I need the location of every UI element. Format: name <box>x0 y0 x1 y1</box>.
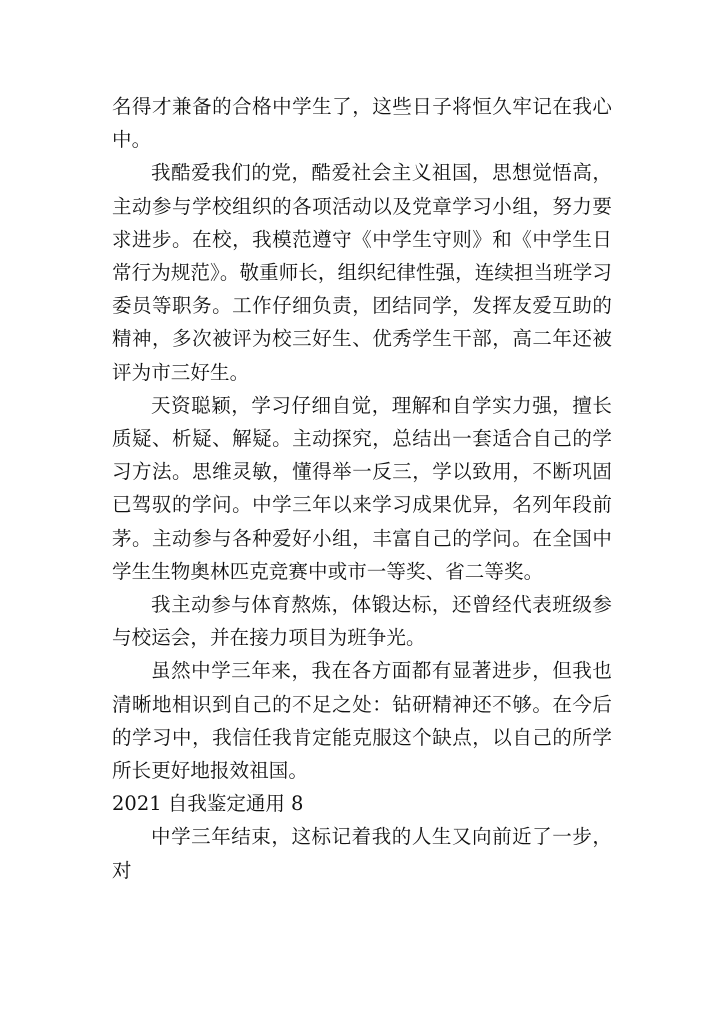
paragraph-intro: 中学三年结束，这标记着我的人生又向前近了一步，对 <box>112 825 612 882</box>
paragraph-study: 天资聪颖，学习仔细自觉，理解和自学实力强，擅长质疑、析疑、解疑。主动探究，总结出一套适合自己的学习方法。思维灵敏，懂得举一反三，学以致用，不断巩固已驾驭的学问。中学三年以来学习成果优异，名列年段前茅。主动参与各种爱好小组，丰富自己的学问。在全国中学生生物奥林匹克竞赛中或市一等奖、省二等奖。 <box>112 393 612 583</box>
paragraph-shortcoming: 虽然中学三年来，我在各方面都有显著进步，但我也清晰地相识到自己的不足之处：钻研精神还不够。在今后的学习中，我信任我肯定能克服这个缺点，以自己的所学所长更好地报效祖国。 <box>112 659 612 783</box>
paragraph-party: 我酷爱我们的党，酷爱社会主义祖国，思想觉悟高，主动参与学校组织的各项活动以及党章学习小组，努力要求进步。在校，我模范遵守《中学生守则》和《中学生日常行为规范》。敬重师长，组织纪律性强，连续担当班学习委员等职务。工作仔细负责，团结同学，发挥友爱互助的精神，多次被评为校三好生、优秀学生干部，高二年还被评为市三好生。 <box>112 161 612 384</box>
section-heading: 2021 自我鉴定通用 8 <box>112 792 304 816</box>
paragraph-continued: 名得才兼备的合格中学生了，这些日子将恒久牢记在我心中。 <box>112 95 612 152</box>
paragraph-sports: 我主动参与体育熬炼，体锻达标，还曾经代表班级参与校运会，并在接力项目为班争光。 <box>112 593 612 650</box>
document-body <box>112 90 612 887</box>
